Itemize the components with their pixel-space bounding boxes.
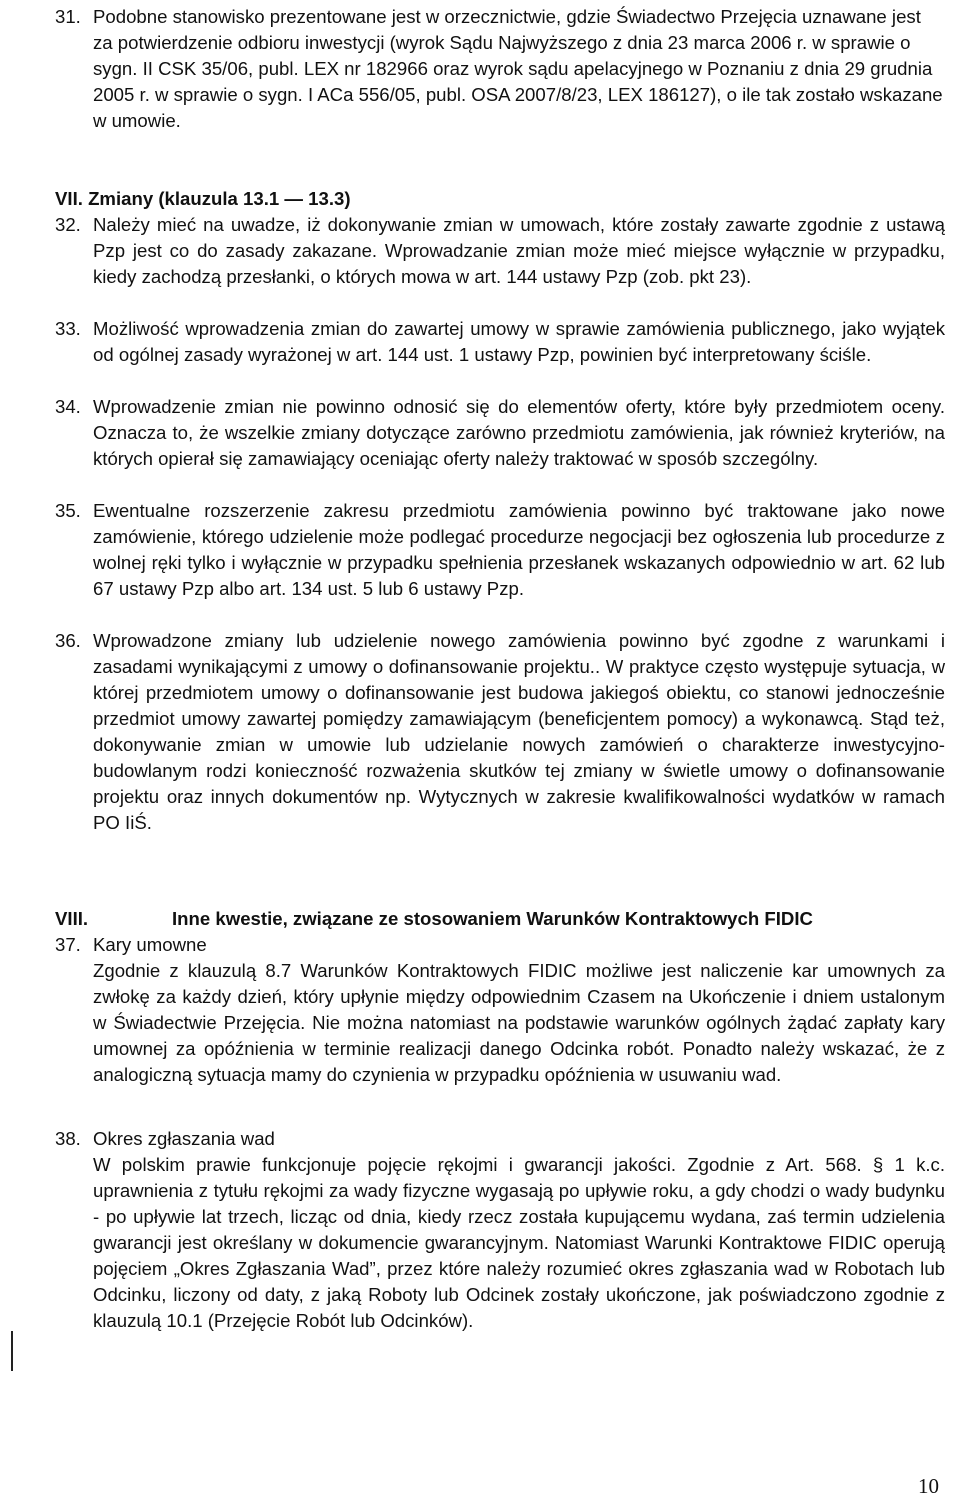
item-number: 34.: [55, 396, 81, 417]
item-number: 37.: [55, 934, 81, 955]
paragraph-33: [55, 316, 945, 368]
item-text: Możliwość wprowadzenia zmian do zawartej umowy w sprawie zamówienia publicznego, jako wyjątek od ogólnej zasady wyrażonej w art. 144 ust. 1 ustawy Pzp, powinien być interpretowany ściśle.: [93, 318, 945, 365]
item-text: W polskim prawie funkcjonuje pojęcie rękojmi i gwarancji jakości. Zgodnie z Art. 568. § 1 k.c. uprawnienia z tytułu rękojmi za wady fizyczne wygasają po upływie roku, a gdy chodzi o wady budynku - po upływie lat trzech, licząc od dnia, kiedy rzecz została kupującemu wydana, zaś termin udzielenia gwarancji jest określany w dokumencie gwarancyjnym. Natomiast Warunki Kontraktowe FIDIC operują pojęciem „Okres Zgłaszania Wad”, przez które należy rozumieć okres zgłaszania wad w Robotach lub Odcinku, liczony od daty, z jaką Roboty lub Odcinek zostały ukończone, jak poświadczono zgodnie z klauzulą 10.1 (Przejęcie Robót lub Odcinków).: [93, 1154, 945, 1331]
item-number: 35.: [55, 500, 81, 521]
item-number: 31.: [55, 6, 81, 27]
item-text: Ewentualne rozszerzenie zakresu przedmiotu zamówienia powinno być traktowane jako nowe zamówienie, którego udzielenie może podlegać procedurze negocjacji bez ogłoszenia lub procedurze z wolnej ręki tylko i wyłącznie w przypadku spełnienia przesłanek wskazanych odpowiednio w art. 62 lub 67 ustawy Pzp albo art. 134 ust. 5 lub 6 ustawy Pzp.: [93, 500, 945, 599]
item-title: Okres zgłaszania wad: [93, 1128, 275, 1149]
paragraph-31: [55, 4, 945, 134]
item-title: Kary umowne: [93, 934, 207, 955]
paragraph-37: [55, 932, 945, 1088]
item-text: Podobne stanowisko prezentowane jest w orzecznictwie, gdzie Świadectwo Przejęcia uznawane jest za potwierdzenie odbioru inwestycji (wyrok Sądu Najwyższego z dnia 23 marca 2006 r. w sprawie o sygn. II CSK 35/06, publ. LEX nr 182966 oraz wyrok sądu apelacyjnego w Poznaniu z dnia 29 grudnia 2005 r. w sprawie o sygn. I ACa 556/05, publ. OSA 2007/8/23, LEX 186127), o ile tak zostało wskazane w umowie.: [93, 6, 943, 131]
section-number: VIII.: [55, 908, 89, 929]
item-number: 32.: [55, 214, 81, 235]
revision-margin-bar: [11, 1331, 13, 1371]
section-heading-viii: [55, 906, 945, 932]
item-text: Wprowadzenie zmian nie powinno odnosić się do elementów oferty, które były przedmiotem oceny. Oznacza to, że wszelkie zmiany dotyczące zarówno przedmiotu zamówienia, jak również kryteriów, na których opierał się zamawiający oceniając oferty należy traktować w sposób szczególny.: [93, 396, 945, 469]
item-text: Wprowadzone zmiany lub udzielenie nowego zamówienia powinno być zgodne z warunkami i zasadami wynikającymi z umowy o dofinansowanie projektu.. W praktyce często występuje sytuacja, w której przedmiotem umowy o dofinansowanie jest budowa jakiegoś obiektu, co stanowi jednocześnie przedmiot umowy zawartej pomiędzy zamawiającym (beneficjentem pomocy) a wykonawcą. Stąd też, dokonywanie zmian w umowie lub udzielanie nowych zamówień o charakterze inwestycyjno-budowlanym rodzi konieczność rozważenia skutków tej zmiany w świetle umowy o dofinansowanie projektu oraz innych dokumentów np. Wytycznych w zakresie kwalifikowalności wydatków w ramach PO IiŚ.: [93, 630, 945, 833]
item-number: 36.: [55, 630, 81, 651]
section-heading-vii: VII. Zmiany (klauzula 13.1 — 13.3): [55, 188, 351, 209]
page-number: 10: [918, 1474, 939, 1498]
section-title: Inne kwestie, związane ze stosowaniem Warunków Kontraktowych FIDIC: [172, 908, 813, 929]
paragraph-35: [55, 498, 945, 602]
paragraph-32: [55, 212, 945, 290]
item-text: Zgodnie z klauzulą 8.7 Warunków Kontraktowych FIDIC możliwe jest naliczenie kar umownych za zwłokę za każdy dzień, który upłynie między odpowiednim Czasem na Ukończenie i dniem ustalonym w Świadectwie Przejęcia. Nie można natomiast na podstawie warunków ogólnych żądać zapłaty kary umownej za opóźnienia w terminie realizacji danego Odcinka robót. Ponadto należy wskazać, że z analogiczną sytuacja mamy do czynienia w przypadku opóźnienia w usuwaniu wad.: [93, 960, 945, 1085]
item-number: 38.: [55, 1128, 81, 1149]
paragraph-36: [55, 628, 945, 836]
item-number: 33.: [55, 318, 81, 339]
paragraph-34: [55, 394, 945, 472]
item-text: Należy mieć na uwadze, iż dokonywanie zmian w umowach, które zostały zawarte zgodnie z ustawą Pzp jest co do zasady zakazane. Wprowadzanie zmian może mieć miejsce wyłącznie w przypadku, kiedy zachodzą przesłanki, o których mowa w art. 144 ustawy Pzp (zob. pkt 23).: [93, 214, 945, 287]
paragraph-38: [55, 1126, 945, 1334]
